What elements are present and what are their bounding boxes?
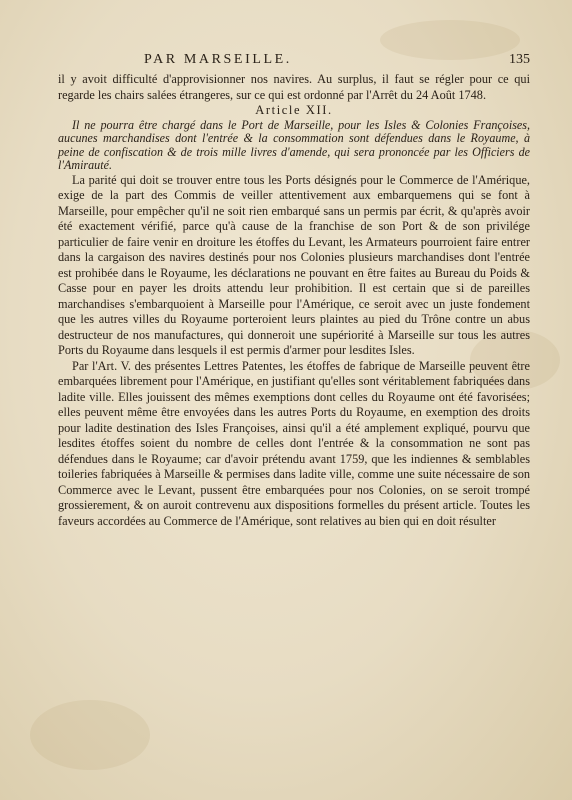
running-title: PAR MARSEILLE. [144, 52, 292, 67]
article-summary: Il ne pourra être chargé dans le Port de Marseille, pour les Isles & Colonies Françoises, aucunes marchandises dont l'entrée & la consommation sont défendues dans le Royaume, à peine de confiscation & de trois mille livres d'amende, qui sera prononcée par les Officiers de l'Amirauté. [58, 117, 530, 173]
commentary-paragraph: La parité qui doit se trouver entre tous les Ports désignés pour le Commerce de l'Amérique, exige de la part des Commis de veiller attentivement aux embarquemens qui se font à Marseille, pour empêcher qu'il ne soit rien embarqué sans un permis par écrit, & qu'après avoir été exactement vérifié, parce qu'à cause de la franchise de son Port & de son privilége particulier de faire venir en droiture les étoffes du Levant, les Armateurs pourroient faire entrer dans la cargaison des navires destinés pour nos Colonies plusieurs marchandises dont l'entrée est prohibée dans le Royaume, les déclarations ne pouvant en être faites au Bureau du Poids & Casse pour en payer les droits attendu leur prohibition. Il est certain que si de pareilles marchandises s'embarquoient à Marseille pour l'Amérique, ce seroit avec un juste fondement que les autres villes du Royaume porteroient leurs plaintes au pied du Trône contre un abus destructeur de nos manufactures, qui donneroit une supériorité à Marseille sur tous les autres Ports du Royaume dans lesquels il est permis d'armer pour lesdites Isles. [58, 172, 530, 358]
commentary-paragraph: Par l'Art. V. des présentes Lettres Patentes, les étoffes de fabrique de Marseille peuvent être embarquées librement pour l'Amérique, en justifiant qu'elles sont véritablement fabriquées dans ladite ville. Elles jouissent des mêmes exemptions dont celles du Royaume ont été favorisées; elles peuvent même être envoyées dans les autres Ports du Royaume, en exemption des droits pour ladite destination des Isles Françoises, ainsi qu'il a été amplement expliqué, pourvu que lesdites étoffes soient du nombre de celles dont l'entrée & la consommation ne sont pas défendues dans le Royaume; car d'avoir prétendu avant 1759, que les indiennes & semblables toileries fabriquées à Marseille & permises dans ladite ville, comme une suite nécessaire de son Commerce avec le Levant, pussent être embarquées pour nos Colonies, on se seroit trompé grossierement, & on auroit contrevenu aux dispositions formelles du présent article. Toutes les faveurs accordées au Commerce de l'Amérique, sont relatives au bien qui en doit résulter [58, 358, 530, 528]
paper-stain [30, 700, 150, 770]
continuation-paragraph: il y avoit difficulté d'approvisionner nos navires. Au surplus, il faut se régler pour ce qui regarde les chairs salées étrangeres, sur ce qui est ordonné par l'Arrêt du 24 Août 1748. [58, 72, 530, 102]
page-body [58, 72, 530, 529]
page-header [60, 52, 530, 72]
page-number: 135 [509, 52, 530, 67]
article-heading: Article XII. [255, 103, 333, 117]
